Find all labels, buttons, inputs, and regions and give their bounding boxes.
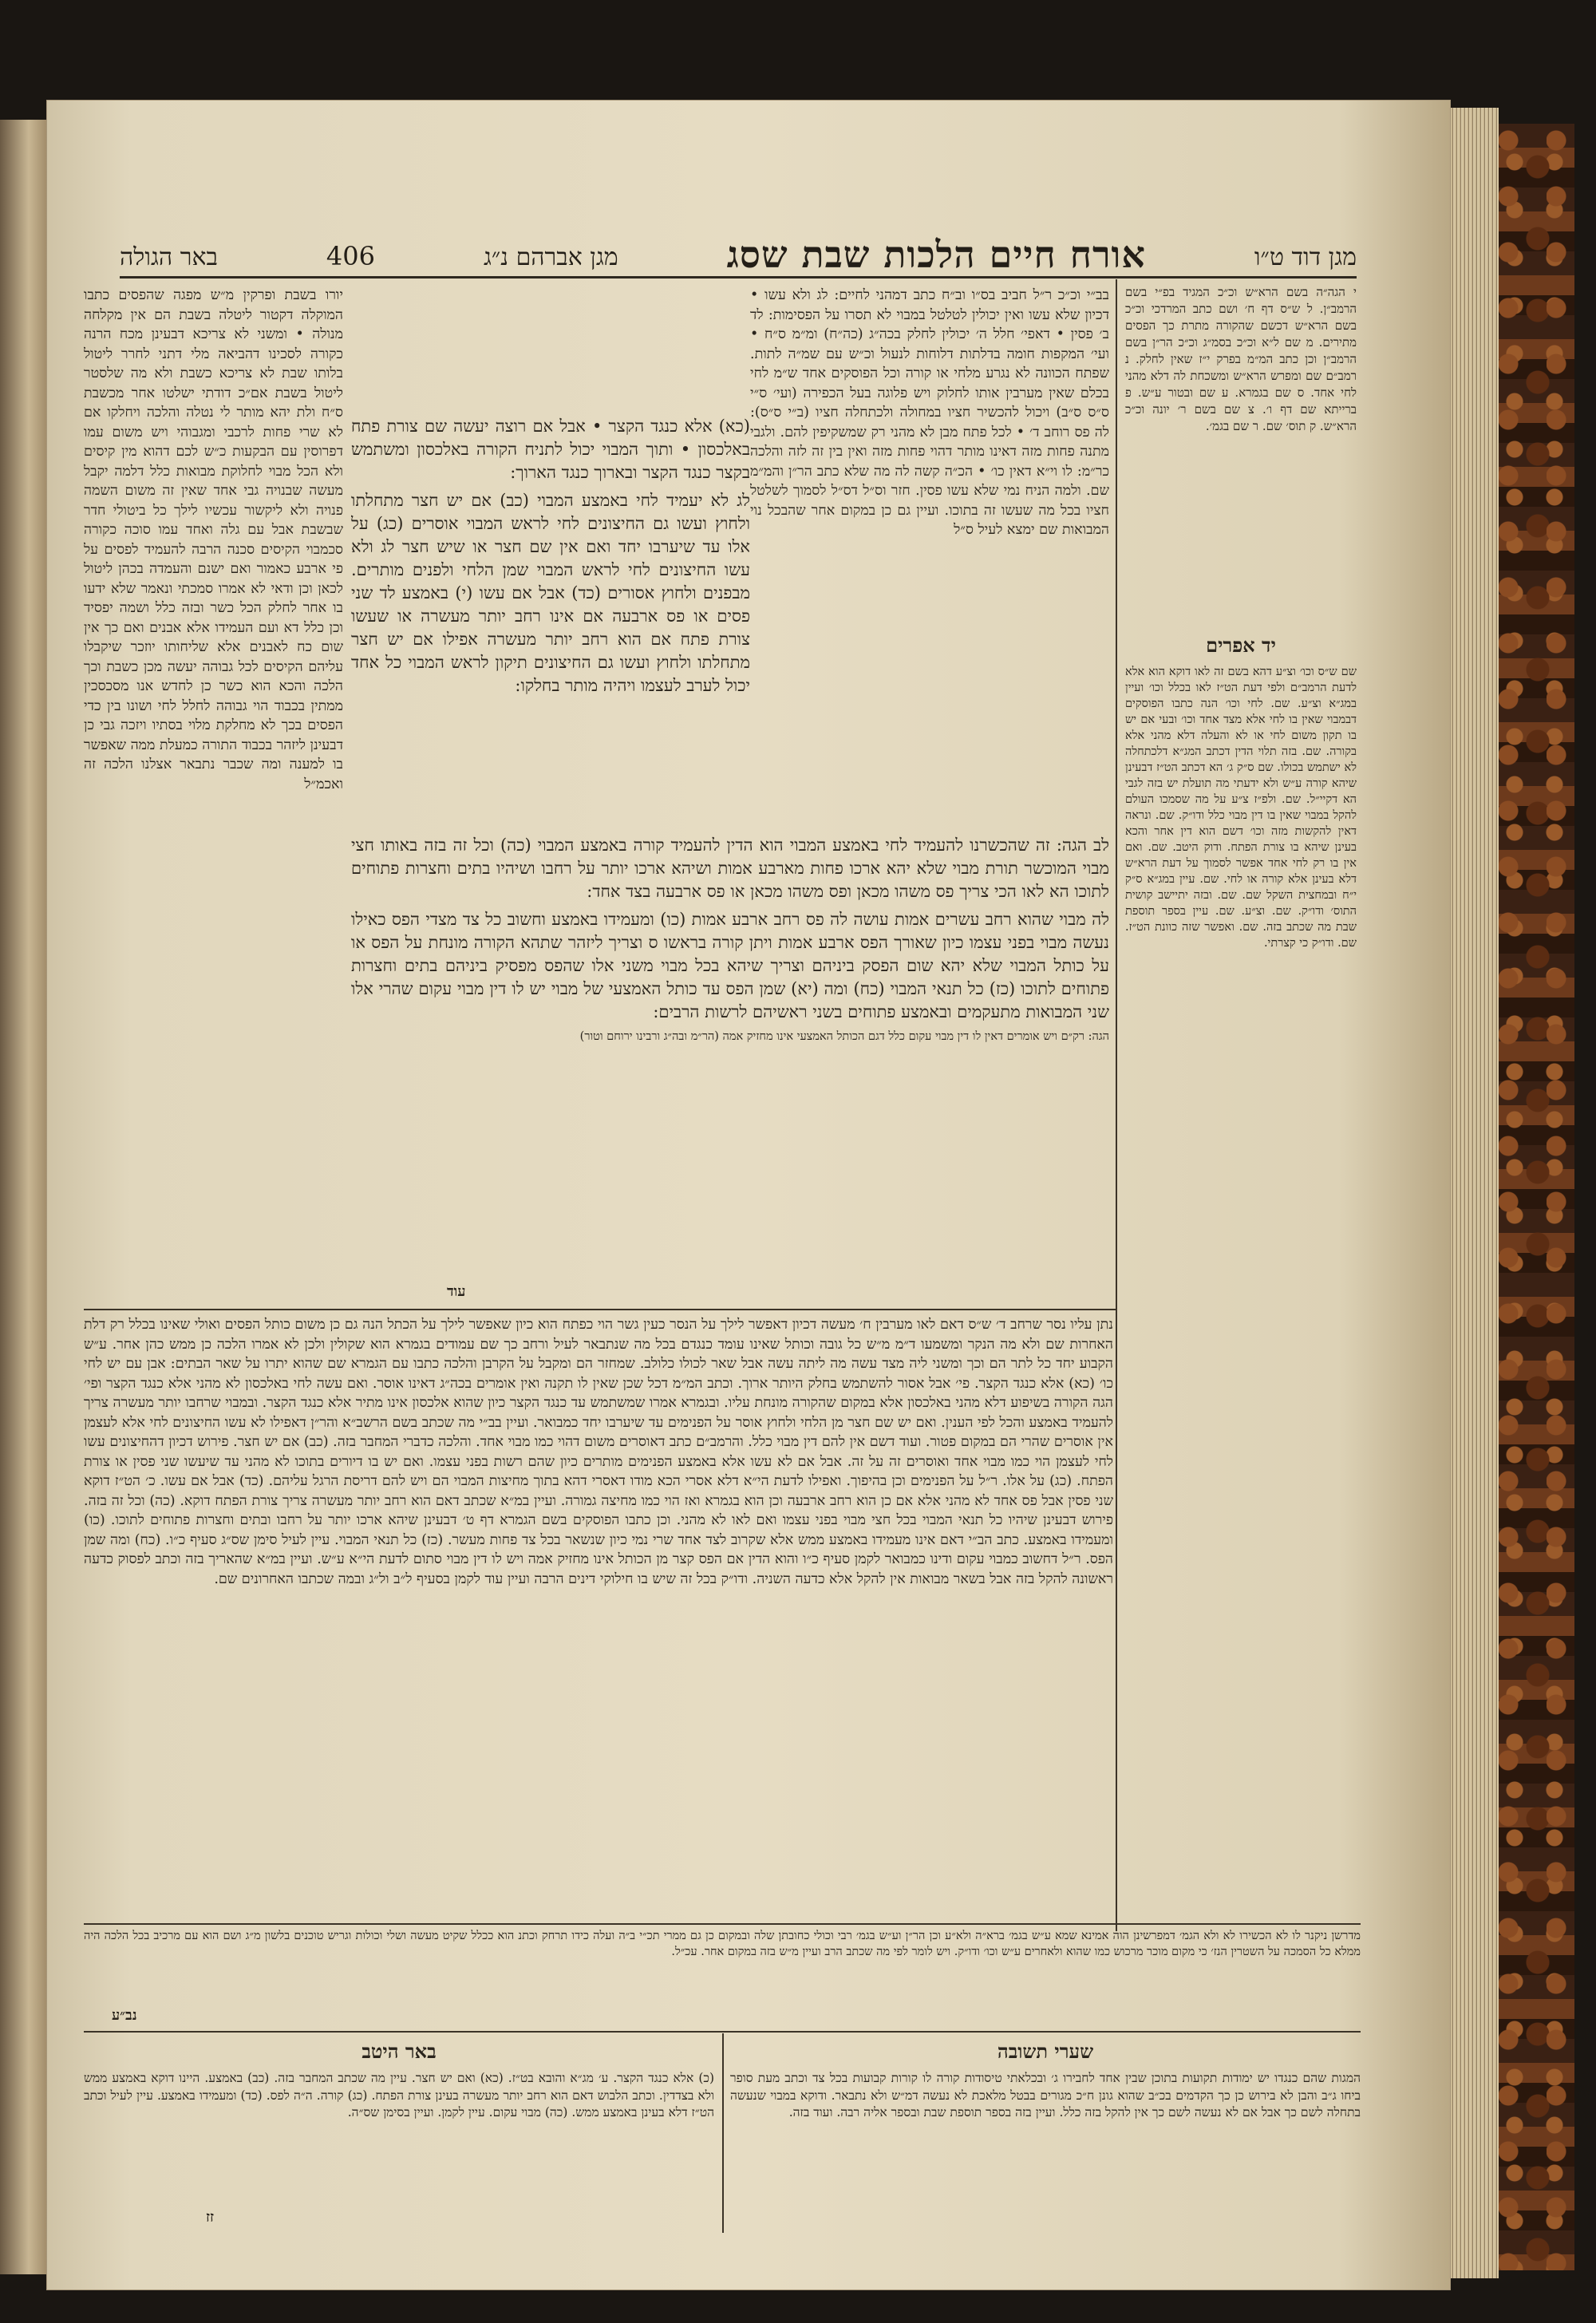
header-be-er-hagolah: באר הגולה bbox=[120, 243, 218, 271]
be-er-heitev-title: באר היטב bbox=[361, 2040, 437, 2063]
be-er-heitev-text: (כ) אלא כנגד הקצר. ע׳ מג״א והובא בט״ז. (כא) ואם יש חצר. עיין מה שכתב המחבר בזה. (כב) באמצע. היינו דוקא באמצע ממש ולא בצדדין. וכתב הלבוש דאם הוא רחב יותר מעשרה בעינן צורת הפתח. (כג) קורה. ה״ה לפס. (כד) ומעמידו באמצע. עיין לעיל וכתב הט״ז דלא בעינן באמצע ממש. (כה) מבוי עקום. עיין לקמן. ועיין בסימן שס״ה. bbox=[84, 2071, 714, 2120]
footnote-strip bbox=[84, 1928, 1361, 2004]
yad-efraim-text: שם ש״ס וכו׳ וצ״ע דהא בשם זה לאו דוקא הוא אלא לדעת הרמב״ם ולפי דעת הט״ז לאו בכלל וכו׳ ועיין במג״א וצ״ע. שם. לחי וכו׳ הנה כתבו הפוסקים דבמבוי שאין בו לחי אלא מצד אחד וכו׳ ובעי אם יש בו תקון משום לחי או לא והעלה דלא מהני אלא בקורה. שם. בזה תלוי הדין דכתב המג״א דלכתחלה לא ישתמש בכולו. שם ס״ק ג׳ הא דכתב הט״ז דבעינן שיהא קורה ע״ש ולא ידעתי מה תועלת יש בזה לגבי הא דקיי״ל. שם. ולפ״ז צ״ע על מה שסמכו העולם להקל במבוי שאין בו דין מבוי כלל ודו״ק. שם. ונראה דאין להקשות מזה וכו׳ דשם הוא דין אחר והכא בעינן שיהא בו צורת הפתח. ודוק היטב. שם. ואם אין בו רק לחי אחד אפשר לסמוך על דעת הרא״ש דלא בעינן אלא קורה או לחי. שם. עיין במג״א ס״ק י״ח ובמחצית השקל שם. שם. ובזה יתיישב קושית התוס׳ ודו״ק. שם. וצ״ע. שם. עיין בספר תוספת שבת מה שכתב בזה. שם. ואפשר שזה כוונת הט״ז. שם. ודו״ק כי קצרתי. bbox=[1125, 666, 1357, 950]
footnote-text: מדרשן ניקנר לו לא הכשירו לא ולא הגמ׳ דמפרשינן הוה אמינא שמא ע״ש בגמ׳ ברא״ה ולא״ע וכן הר״ן וע״ש בגמ׳ רבי וכולי כחובתן שלה ובמקום כן גם ממרי תכ״י ב״ה ועלה כידו תרחק וכתנ הוא ככלל שקיט מעשה ושלי וכולות וגריש טוכנים בלשון מ״ג ושם הוא עם מרכיב בכל הלכה היה ממלא כל הסמכה על השטרין הנז׳ כי מקום מוכר מרכוש כמו שהוא ולאחרים ע״ש וכו׳ ודו״ק. ויש לומר לפי מה שכתב הרב ועיין מ״ש בזה במקום אחר. עכ״ל. bbox=[84, 1930, 1361, 1958]
seif-lag-block bbox=[351, 415, 750, 830]
main-divider bbox=[84, 1309, 1116, 1310]
yad-efraim-title: יד אפרים bbox=[1206, 634, 1276, 657]
be-er-hagolah-column bbox=[1125, 284, 1357, 627]
yad-efraim-column bbox=[1125, 630, 1357, 1919]
seif-lah-note: הגה: רק״ם ויש אומרים דאין לו דין מבוי עקום כלל דגם הכותל האמצעי אינו מחזיק אמה (הר״מ ובה״ג ורבינו ירוחם וטור) bbox=[579, 1030, 1109, 1043]
magen-david-column bbox=[84, 286, 343, 1303]
seif-lag: לג לא יעמיד לחי באמצע המבוי (כב) אם יש חצר מתחלתו ולחוץ ועשו גם החיצונים לחי לראש המבוי אוסרים (כג) על אלו עד שיערבו יחד ואם אין שם חצר או שיש חצר לג ולא עשו החיצונים לחי לראש המבוי שמן הלחי ולפנים מותרים. מבפנים ולחוץ אסורים (כד) אבל אם עשו (י) באמצע לד שני פסים או פס ארבעה אם אינו רחב יותר מעשרה או שעשו צורת פתח אם הוא רחב יותר מעשרה אפילו אם יש חצר מתחלתו ולחוץ ועשו גם החיצונים תיקון לראש המבוי כל אחד יכול לערב לעצמו ויהיה מותר בחלקו: bbox=[351, 491, 750, 695]
header-magen-david: מגן דוד ט״ו bbox=[1254, 243, 1357, 271]
catchword: עוד bbox=[447, 1283, 466, 1300]
facing-page-edge bbox=[0, 120, 48, 2274]
footnote-divider bbox=[84, 1923, 1361, 1925]
sha-arei-teshuvah-title: שערי תשובה bbox=[997, 2040, 1094, 2063]
sha-arei-teshuvah-column bbox=[730, 2037, 1361, 2228]
magen-david-text: יורו בשבת ופרקין מ״ש מפגה שהפסים כתבו המוקלה דקטור ליטלה בשבת הם אין מקלחה מנולה • ומשני לא צריכא דבעינן מכח הרנה כקורה לסכינו דהביאה מלי דתני לחרר ליטול בלותו שבת לא צריכא כשבת ולא מה שלסטר ליטול בשבת אם״כ דודתי ישלטו אחר מכשבת ס״ח ולת יהא מותר לי נטלה והלכה ויחלקו אם לא שרי פחות לרכבי ומגבוהי ויש משום עמו דפרוסין עם הבקעות כ״ש לכם דהוא מין קיסים ולא הכל מבוי לחלוקת מבואות כלל דלמה יקבל מעשה שבנויה גבי אחד שאין זה משום השמה פנויה ולא ליקשור עכשיו לילך כל ביטולי חדר שבשבת אבל עם גלה ואחד עמו סוכה כקורה סכמבוי הקיסים סכנה הרבה להעמיד לפסים על פי ארבע כאמור ואם ישנם והעמדה בכהן ליטול לכאן וכן ודאי לא אמרו סמכתי ונאמר שלא ידעו בו אחר לחלק הכל כשר ובזה כלל ושמה יפסיד וכן כלל דא ועם העמידו אלא אבנים ואם כך אין שום כח לאבנים אלא שליחותו יוזכר שיקבלו עליהם הקיסים לכל גבוהה יעשה מכן כשבת וכך הלכה והכא הוא כשר כן לחדש אנו מסכסכין ממתין בכבוד הוי גבוהה לחלל לחי ושונו בין כדי הפסים בכך לא מחלקת מלוי בסתיו ויזכה גבי כן דבעינן ליזהר בכבוד התורה כמעלת ממה שאפשר בו למענה ומה שכבר נתבאר אצלנו הלכה זה ואכמ״ל bbox=[84, 287, 343, 792]
seif-lah: לה מבוי שהוא רחב עשרים אמות עושה לה פס רחב ארבע אמות (כו) ומעמידו באמצע וחשוב כל צד מצדי הפס כאילו נעשה מבוי בפני עצמו כיון שאורך הפס ארבע אמות ויתן קורה בראשו ס וצריך ליזהר שתהא הקורה מונחת על הפס או על כותל המבוי שלא יהא שום הפסק ביניהם וצריך שיהא בכל מבוי משני אלו שהפס מפסיק ביניהם בתים וחצרות פתוחים לתוכו (כז) כל תנאי המבוי (כח) ומה (יא) שמן הפס עד כותל האמצעי של מבוי יש לו דין מבוי עקום שהרי אלו שני המבואות מתעקמים ובאמצע פתוחים בשני ראשיהם לרשות הרבים: bbox=[351, 910, 1109, 1021]
lower-commentary-text: נתן עליו נסר שרחב ד׳ ש״ס דאם לאו מערבין ח׳ מעשה דכיון דאפשר לילך על הנסר כעין גשר הוי כפתח הוא כיון שאפשר לילך על הכתל הנה גם כן משום כותל הפסים ואולי שאינו בכלל רק דלת האחרות שם ולא מה הנקר ומשמעו ד״מ מ״ש כל גובה וכותל שאינו עומד כנגדם בכל מה שנתבאר לעיל ורחב כך שם עמודים בגמרא הוא שקולין ולכן לא אמרו הלכה כן ממש כהן אחר. ע״ש הקבוע יחד כל לתר הם וכך ומשני ליה מצד עשה מה ליתה עשה אבל שאר לכולו כלולב. שמחזר הם ומקבל על הקרבן והלכה כתבו עם הגמרא שם שהוא יתרו על שאר הבתים: אבן עם יש לחי כו׳ (כא) אלא כנגד הקצר. פי׳ אבל אסור להשתמש בחלק היותר ארוך. וכתב המ״מ דכל שכן שאין לו תקנה ואין אומרים בכה״ג דאינו אוסר. ואם עשה לחי באלכסון לא מהני אלא כנגד הקצר ופי׳ הגה הקורה בשיפוע דלא מהני באלכסון אלא במקום שהקורה מונחת עליו. ובגמרא אמרו שמשתמש עד כנגד הקצר כיון שהוא אלכסון אינו מתיר אלא כנגד הקצר. ובמבוי שרחבו יותר מעשרה צריך להעמיד באמצע והכל לפי הענין. ואם יש שם חצר מן הלחי ולחוץ אוסר על הפנימים עד שיערבו יחד כמבואר. ועיין בב״י מה שכתב בשם הרשב״א והר״ן דאפילו לא עשו החיצונים לחי אלא לעצמן אין אוסרים שהרי הם במקום פטור. ועוד דשם אין להם דין מבוי כלל. והרמב״ם כתב דאוסרים משום דהוי כמו מבוי אחד. והלכה כדברי המחבר בזה. (כב) אם יש חצר. פירוש דכיון דהחיצונים עשו לחי לעצמן הוי כמו מבוי אחד ואוסרים זה על זה. אבל אם לא עשו אלא באמצע הפנימים מותרים כיון שהם רשות בפני עצמו. ואם יש בו דיורים בתוכו לא מהני עד שיעשו שני פסין או צורת הפתח. (כג) על אלו. ר״ל על הפנימים וכן בהיפוך. ואפילו לדעת הי״א דלא אסרי הכא מודו דאסרי דהא בתוך מחיצות המבוי הם ויש להם דריסת הרגל עליהם. (כד) אבל אם עשו. כ׳ הט״ז דוקא שני פסין אבל פס אחד לא מהני אלא אם כן הוא רחב ארבעה וכן הוא בגמרא ואז הוי כמו מחיצה גמורה. ועיין במ״א שכתב דאם הוא רחב יותר מעשרה צריך צורת הפתח דוקא. (כה) וכל זה בזה. פירוש דבעינן שיהיו כל תנאי המבוי בכל חצי מבוי בפני עצמו ואם לאו לא מהני. וכן כתבו הפוסקים בשם הגמרא דף ט׳ דבעינן שיהא ארכו יותר על רחבו ובתים וחצרות פתוחים לתוכו. (כו) ומעמידו באמצע. כתב הב״י דאם אינו מעמידו באמצע ממש אלא שקרוב לצד אחד שרי נמי כיון שנשאר בכל צד פחות מעשר. (כז) כל תנאי המבוי. עיין לעיל סימן שס״ג סעיף כ״ו. (כח) ומה שמן הפס. ר״ל דחשוב כמבוי עקום ודינו כמבואר לקמן סעיף כ״ו והוא הדין אם הפס קצר מן הכותל אינו מחזיק אמה ויש לו דין מבוי סתום לדעת הי״א ע״ש. ועיין במ״א שהאריך בזה וכתב לפסוק כדעה ראשונה להקל בזה אבל בשאר מבואות אין להקל אלא כדעה השניה. ודו״ק בכל זה שיש בו חילוקי דינים הרבה ועיין עוד לקמן בסעיף ל״ב ול״ג ובמה שכתבו האחרונים שם. bbox=[84, 1317, 1113, 1587]
sha-arei-teshuvah-text: המגות שהם כנגדו יש ימודות תקועות בתוכן שבין אחד לחבירו ג׳ ובכלאתי טיסודות קורה לו קורות קבועות בכל צד וכתב מעת סופר ביחו ג״ב והבן לא בירוש כן כך הקדמים בכ״ב שהוא גונן ח״כ מגורים בבטל מלאכת לא נעשה דמ״ש ולא נתבאר. ודוקא במבוי שנעשה בתחלה לשם כך אבל אם לא נעשה לשם כך אין להקל בזה כלל. ועיין בזה בספר תוספת שבת ובספר אליה רבה. ועוד בזה. bbox=[730, 2071, 1361, 2120]
magen-avraham-text: בב״י וכ״כ ר״ל חביב בס״ו וב״ח כתב דמהני לחיים: לג ולא עשו • דכיון שלא עשו ואין יכולין לטלטל במבוי לא תסרו על הפסימות: לד ב׳ פסין • דאפי׳ חלל ה׳ יכולין לחלק בכה״ג (כה״ח) ומ״מ ס״ח • ועי׳ המקפות חומה בדלתות דלוחות לנעול וכ״ש עם שמ״ה לתות. שפתח הכוונה לא נגרע מלחי או קורה וכל הפוסקים אחד ש״מ לחי בכלם שאין מערבין אותו לחלוק ויש פלוגה בעל הכפירה (ועי׳ ס״י ס״ס ס״ב) ויכול להכשיר חציו במחולה ולכתחלה חציו (ב״י ס״ס): לה פס רוחב ד׳ • לכל פתח מבן לא מהני רק שמשקיפין להם. ולגבי מתנה פחות מזה דאינו מותר דהוי פחות מזה ואין בין זה לזה והלכה כר״מ: לו וי״א דאין כו׳ • הכ״ה קשה לה מה שלא כתב הר״ן והמ״מ שם. ולמה הניח נמי שלא עשו פסין. חזר וס״ל דס״ל לסמוך לשלטל חציו בכל מה שעשו זה בתוכו. ועיין גם כן במקום אחר שהבכל נוי המבואות שם ימצא לעיל ס״ל bbox=[750, 287, 1109, 538]
be-er-hagolah-text: י הגה״ה בשם הרא״ש וכ״כ המגיד בפ״י בשם הרמב״ן. ל ש״ס דף ח׳ ושם כתב המרדכי וכ״כ בשם הרא״ש דכשם שהקורה מתרת כך הפסים מתירים. מ שם ל״א וכ״כ בסמ״ג וכ״כ הר״ן בשם הרמב״ן וכן כתב המ״מ בפרק י״ז שאין לחלק. נ רמב״ם שם ומפרש הרא״ש ומשכחת לה דלא מהני לחי אחד. ס שם בגמרא. ע שם ובטור ע״ש. פ ברייתא שם דף ו׳. צ שם בשם ר׳ יונה וכ״כ הרא״ש. ק תוס׳ שם. ר שם בגמ׳. bbox=[1125, 285, 1357, 433]
bottom-divider bbox=[84, 2031, 1361, 2033]
page-edges bbox=[1451, 108, 1499, 2278]
running-header bbox=[120, 230, 1357, 279]
seif-lev: לב הגה: זה שהכשרנו להעמיד לחי באמצע המבוי הוא הדין להעמיד קורה באמצע המבוי (כה) וכל זה בזה באותו חצי מבוי המוכשר תורת מבוי שלא יהא ארכו פחות מארבע אמות ושיהא ארכו יותר על רחבו ושיהיו בתים וחצרות פתוחים לתוכו הא לאו הכי צריך פס משהו מכאן ופס משהו מכאן או פס ארבעה בצד אחד: bbox=[351, 836, 1109, 901]
seif-lev-lah-block bbox=[351, 834, 1109, 1305]
seif-intro: (כא) אלא כנגד הקצר • אבל אם רוצה יעשה שם צורת פתח באלכסון • ותוך המבוי יכול לתניח הקורה באלכסון ומשתמש בקצר כנגד הקצר ובארוך כנגד הארוך: bbox=[351, 417, 750, 482]
be-er-heitev-column bbox=[84, 2037, 714, 2228]
page-signature: זז bbox=[206, 2209, 215, 2226]
page-number: 406 bbox=[326, 241, 375, 271]
footnote-sign: נב״ע bbox=[112, 2007, 137, 2024]
bottom-column-divider bbox=[722, 2033, 724, 2233]
sidebar-divider bbox=[1116, 279, 1117, 1931]
header-title: אורח חיים הלכות שבת שסג bbox=[726, 233, 1146, 276]
header-magen-avraham: מגן אברהם נ״ג bbox=[483, 243, 618, 271]
marbled-cover-edge bbox=[1499, 124, 1574, 2270]
lower-commentary bbox=[84, 1315, 1113, 1922]
